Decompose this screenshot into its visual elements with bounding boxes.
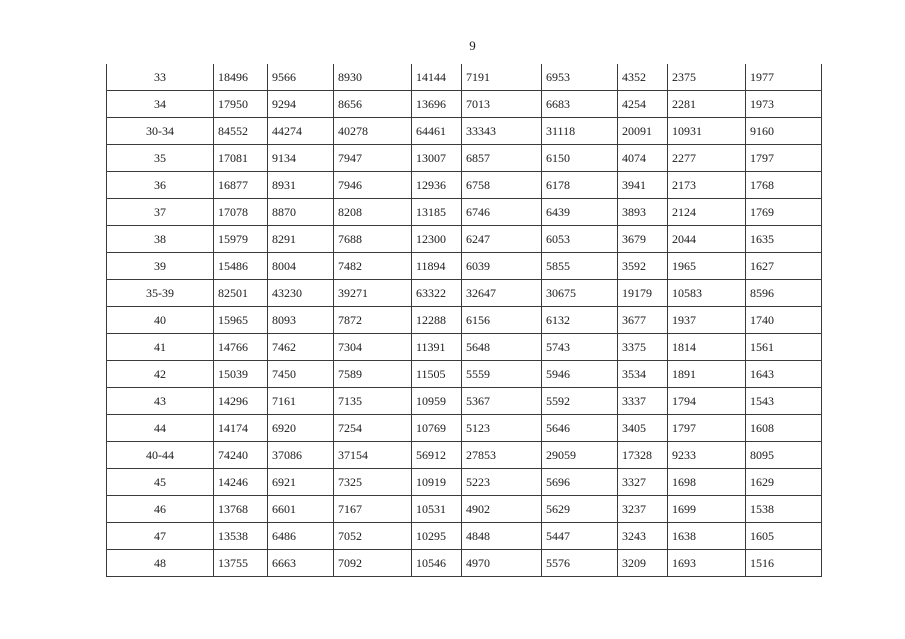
group2-female-cell: 6178 bbox=[542, 172, 618, 199]
total-male-cell: 9566 bbox=[268, 64, 334, 91]
age-cell: 30-34 bbox=[107, 118, 214, 145]
table-row bbox=[107, 415, 822, 442]
total-cell: 13538 bbox=[214, 523, 268, 550]
total-male-cell: 8093 bbox=[268, 307, 334, 334]
total-male-cell: 6920 bbox=[268, 415, 334, 442]
age-cell: 43 bbox=[107, 388, 214, 415]
total-male-cell: 8931 bbox=[268, 172, 334, 199]
group2-female-cell: 5696 bbox=[542, 469, 618, 496]
group2-female-cell: 5629 bbox=[542, 496, 618, 523]
group2-total-cell: 10531 bbox=[412, 496, 462, 523]
total-male-cell: 6663 bbox=[268, 550, 334, 577]
group3-male-cell: 1699 bbox=[668, 496, 746, 523]
group3-male-cell: 2124 bbox=[668, 199, 746, 226]
total-cell: 13768 bbox=[214, 496, 268, 523]
age-cell: 35-39 bbox=[107, 280, 214, 307]
age-cell: 40-44 bbox=[107, 442, 214, 469]
group2-male-cell: 6758 bbox=[462, 172, 542, 199]
age-cell: 33 bbox=[107, 64, 214, 91]
group2-female-cell: 5743 bbox=[542, 334, 618, 361]
group2-female-cell: 6953 bbox=[542, 64, 618, 91]
group2-male-cell: 6156 bbox=[462, 307, 542, 334]
group2-female-cell: 6132 bbox=[542, 307, 618, 334]
total-cell: 17078 bbox=[214, 199, 268, 226]
total-male-cell: 7161 bbox=[268, 388, 334, 415]
table-row bbox=[107, 496, 822, 523]
table-row bbox=[107, 469, 822, 496]
group3-total-cell: 20091 bbox=[618, 118, 668, 145]
table-row bbox=[107, 145, 822, 172]
group2-total-cell: 10546 bbox=[412, 550, 462, 577]
group2-total-cell: 10959 bbox=[412, 388, 462, 415]
group3-total-cell: 17328 bbox=[618, 442, 668, 469]
group3-total-cell: 4254 bbox=[618, 91, 668, 118]
group2-female-cell: 6053 bbox=[542, 226, 618, 253]
group2-female-cell: 31118 bbox=[542, 118, 618, 145]
total-female-cell: 7946 bbox=[334, 172, 412, 199]
group2-male-cell: 6247 bbox=[462, 226, 542, 253]
group2-female-cell: 6150 bbox=[542, 145, 618, 172]
group3-total-cell: 3375 bbox=[618, 334, 668, 361]
table-row bbox=[107, 523, 822, 550]
group3-total-cell: 3237 bbox=[618, 496, 668, 523]
group2-female-cell: 30675 bbox=[542, 280, 618, 307]
total-female-cell: 8930 bbox=[334, 64, 412, 91]
group3-total-cell: 3327 bbox=[618, 469, 668, 496]
group3-total-cell: 3534 bbox=[618, 361, 668, 388]
table-row bbox=[107, 253, 822, 280]
group3-total-cell: 19179 bbox=[618, 280, 668, 307]
group3-female-cell: 1635 bbox=[746, 226, 822, 253]
total-female-cell: 7254 bbox=[334, 415, 412, 442]
group3-male-cell: 2281 bbox=[668, 91, 746, 118]
age-cell: 38 bbox=[107, 226, 214, 253]
total-cell: 17081 bbox=[214, 145, 268, 172]
group2-male-cell: 4970 bbox=[462, 550, 542, 577]
total-male-cell: 9134 bbox=[268, 145, 334, 172]
total-cell: 15979 bbox=[214, 226, 268, 253]
total-female-cell: 37154 bbox=[334, 442, 412, 469]
group2-female-cell: 29059 bbox=[542, 442, 618, 469]
group3-total-cell: 4074 bbox=[618, 145, 668, 172]
table-row bbox=[107, 226, 822, 253]
table-row bbox=[107, 388, 822, 415]
group3-total-cell: 3592 bbox=[618, 253, 668, 280]
group2-total-cell: 10295 bbox=[412, 523, 462, 550]
group2-male-cell: 7013 bbox=[462, 91, 542, 118]
group2-male-cell: 5367 bbox=[462, 388, 542, 415]
group2-male-cell: 6746 bbox=[462, 199, 542, 226]
group2-male-cell: 6039 bbox=[462, 253, 542, 280]
age-cell: 39 bbox=[107, 253, 214, 280]
group2-male-cell: 4902 bbox=[462, 496, 542, 523]
group3-female-cell: 1973 bbox=[746, 91, 822, 118]
group2-male-cell: 5648 bbox=[462, 334, 542, 361]
total-cell: 14246 bbox=[214, 469, 268, 496]
group2-female-cell: 5592 bbox=[542, 388, 618, 415]
table-row bbox=[107, 307, 822, 334]
group2-total-cell: 10769 bbox=[412, 415, 462, 442]
group2-female-cell: 5576 bbox=[542, 550, 618, 577]
group2-total-cell: 12936 bbox=[412, 172, 462, 199]
group3-female-cell: 9160 bbox=[746, 118, 822, 145]
group2-total-cell: 11391 bbox=[412, 334, 462, 361]
total-male-cell: 6486 bbox=[268, 523, 334, 550]
group3-male-cell: 1693 bbox=[668, 550, 746, 577]
table-row bbox=[107, 118, 822, 145]
group3-male-cell: 1937 bbox=[668, 307, 746, 334]
group2-male-cell: 6857 bbox=[462, 145, 542, 172]
table-row bbox=[107, 550, 822, 577]
total-female-cell: 7482 bbox=[334, 253, 412, 280]
group3-male-cell: 2044 bbox=[668, 226, 746, 253]
age-cell: 35 bbox=[107, 145, 214, 172]
group2-total-cell: 56912 bbox=[412, 442, 462, 469]
group2-male-cell: 27853 bbox=[462, 442, 542, 469]
group3-female-cell: 1543 bbox=[746, 388, 822, 415]
group3-female-cell: 1561 bbox=[746, 334, 822, 361]
group3-female-cell: 1977 bbox=[746, 64, 822, 91]
group2-female-cell: 5946 bbox=[542, 361, 618, 388]
table-row bbox=[107, 334, 822, 361]
group3-male-cell: 1814 bbox=[668, 334, 746, 361]
group3-female-cell: 1608 bbox=[746, 415, 822, 442]
table-row bbox=[107, 91, 822, 118]
total-female-cell: 7092 bbox=[334, 550, 412, 577]
group3-total-cell: 3209 bbox=[618, 550, 668, 577]
table-row bbox=[107, 199, 822, 226]
total-cell: 14766 bbox=[214, 334, 268, 361]
group2-male-cell: 5123 bbox=[462, 415, 542, 442]
total-male-cell: 7450 bbox=[268, 361, 334, 388]
group3-total-cell: 3941 bbox=[618, 172, 668, 199]
total-female-cell: 8208 bbox=[334, 199, 412, 226]
total-male-cell: 37086 bbox=[268, 442, 334, 469]
age-cell: 45 bbox=[107, 469, 214, 496]
group2-female-cell: 5447 bbox=[542, 523, 618, 550]
page-number: 9 bbox=[469, 38, 476, 53]
total-cell: 17950 bbox=[214, 91, 268, 118]
group3-male-cell: 1794 bbox=[668, 388, 746, 415]
group2-female-cell: 5855 bbox=[542, 253, 618, 280]
group2-male-cell: 4848 bbox=[462, 523, 542, 550]
total-cell: 15965 bbox=[214, 307, 268, 334]
group2-female-cell: 6439 bbox=[542, 199, 618, 226]
age-cell: 41 bbox=[107, 334, 214, 361]
group3-male-cell: 1797 bbox=[668, 415, 746, 442]
group3-female-cell: 1538 bbox=[746, 496, 822, 523]
group2-total-cell: 11505 bbox=[412, 361, 462, 388]
total-female-cell: 8656 bbox=[334, 91, 412, 118]
group2-total-cell: 12288 bbox=[412, 307, 462, 334]
group2-male-cell: 32647 bbox=[462, 280, 542, 307]
age-cell: 36 bbox=[107, 172, 214, 199]
group3-male-cell: 2277 bbox=[668, 145, 746, 172]
total-male-cell: 8870 bbox=[268, 199, 334, 226]
group2-male-cell: 7191 bbox=[462, 64, 542, 91]
total-female-cell: 7167 bbox=[334, 496, 412, 523]
age-cell: 48 bbox=[107, 550, 214, 577]
group3-female-cell: 1797 bbox=[746, 145, 822, 172]
group3-male-cell: 10583 bbox=[668, 280, 746, 307]
total-female-cell: 7304 bbox=[334, 334, 412, 361]
group3-total-cell: 3677 bbox=[618, 307, 668, 334]
total-male-cell: 6601 bbox=[268, 496, 334, 523]
group3-male-cell: 10931 bbox=[668, 118, 746, 145]
total-cell: 18496 bbox=[214, 64, 268, 91]
table-row bbox=[107, 442, 822, 469]
group3-female-cell: 1629 bbox=[746, 469, 822, 496]
total-cell: 14296 bbox=[214, 388, 268, 415]
total-cell: 15039 bbox=[214, 361, 268, 388]
total-cell: 74240 bbox=[214, 442, 268, 469]
group3-total-cell: 3243 bbox=[618, 523, 668, 550]
group3-female-cell: 1768 bbox=[746, 172, 822, 199]
group2-total-cell: 13185 bbox=[412, 199, 462, 226]
group3-male-cell: 2173 bbox=[668, 172, 746, 199]
table-row bbox=[107, 280, 822, 307]
total-female-cell: 40278 bbox=[334, 118, 412, 145]
group3-female-cell: 1516 bbox=[746, 550, 822, 577]
group2-total-cell: 13696 bbox=[412, 91, 462, 118]
group2-total-cell: 14144 bbox=[412, 64, 462, 91]
total-male-cell: 8291 bbox=[268, 226, 334, 253]
group3-female-cell: 1769 bbox=[746, 199, 822, 226]
group2-male-cell: 5223 bbox=[462, 469, 542, 496]
group3-total-cell: 4352 bbox=[618, 64, 668, 91]
total-male-cell: 6921 bbox=[268, 469, 334, 496]
group3-male-cell: 9233 bbox=[668, 442, 746, 469]
group2-total-cell: 13007 bbox=[412, 145, 462, 172]
table-body bbox=[107, 64, 822, 577]
total-female-cell: 7135 bbox=[334, 388, 412, 415]
total-cell: 13755 bbox=[214, 550, 268, 577]
group3-male-cell: 2375 bbox=[668, 64, 746, 91]
group2-total-cell: 10919 bbox=[412, 469, 462, 496]
group2-male-cell: 5559 bbox=[462, 361, 542, 388]
group2-total-cell: 11894 bbox=[412, 253, 462, 280]
age-cell: 47 bbox=[107, 523, 214, 550]
group3-male-cell: 1638 bbox=[668, 523, 746, 550]
group3-male-cell: 1891 bbox=[668, 361, 746, 388]
total-cell: 15486 bbox=[214, 253, 268, 280]
total-male-cell: 8004 bbox=[268, 253, 334, 280]
total-female-cell: 7947 bbox=[334, 145, 412, 172]
group3-female-cell: 1605 bbox=[746, 523, 822, 550]
group2-female-cell: 5646 bbox=[542, 415, 618, 442]
group2-total-cell: 63322 bbox=[412, 280, 462, 307]
total-cell: 84552 bbox=[214, 118, 268, 145]
group2-total-cell: 64461 bbox=[412, 118, 462, 145]
group3-female-cell: 8095 bbox=[746, 442, 822, 469]
group3-total-cell: 3893 bbox=[618, 199, 668, 226]
group3-male-cell: 1698 bbox=[668, 469, 746, 496]
group3-total-cell: 3405 bbox=[618, 415, 668, 442]
total-female-cell: 7688 bbox=[334, 226, 412, 253]
age-cell: 34 bbox=[107, 91, 214, 118]
table-row bbox=[107, 361, 822, 388]
group3-total-cell: 3337 bbox=[618, 388, 668, 415]
age-cell: 40 bbox=[107, 307, 214, 334]
age-cell: 44 bbox=[107, 415, 214, 442]
population-table bbox=[106, 64, 822, 577]
group3-male-cell: 1965 bbox=[668, 253, 746, 280]
total-female-cell: 7872 bbox=[334, 307, 412, 334]
total-male-cell: 9294 bbox=[268, 91, 334, 118]
table-row bbox=[107, 172, 822, 199]
total-cell: 16877 bbox=[214, 172, 268, 199]
total-female-cell: 39271 bbox=[334, 280, 412, 307]
total-female-cell: 7052 bbox=[334, 523, 412, 550]
age-cell: 46 bbox=[107, 496, 214, 523]
total-cell: 82501 bbox=[214, 280, 268, 307]
total-male-cell: 44274 bbox=[268, 118, 334, 145]
group3-female-cell: 1740 bbox=[746, 307, 822, 334]
age-cell: 37 bbox=[107, 199, 214, 226]
group2-female-cell: 6683 bbox=[542, 91, 618, 118]
age-cell: 42 bbox=[107, 361, 214, 388]
group2-total-cell: 12300 bbox=[412, 226, 462, 253]
group2-male-cell: 33343 bbox=[462, 118, 542, 145]
total-female-cell: 7325 bbox=[334, 469, 412, 496]
group3-female-cell: 1627 bbox=[746, 253, 822, 280]
total-female-cell: 7589 bbox=[334, 361, 412, 388]
group3-female-cell: 8596 bbox=[746, 280, 822, 307]
table-row bbox=[107, 64, 822, 91]
total-male-cell: 7462 bbox=[268, 334, 334, 361]
total-cell: 14174 bbox=[214, 415, 268, 442]
total-male-cell: 43230 bbox=[268, 280, 334, 307]
group3-female-cell: 1643 bbox=[746, 361, 822, 388]
group3-total-cell: 3679 bbox=[618, 226, 668, 253]
